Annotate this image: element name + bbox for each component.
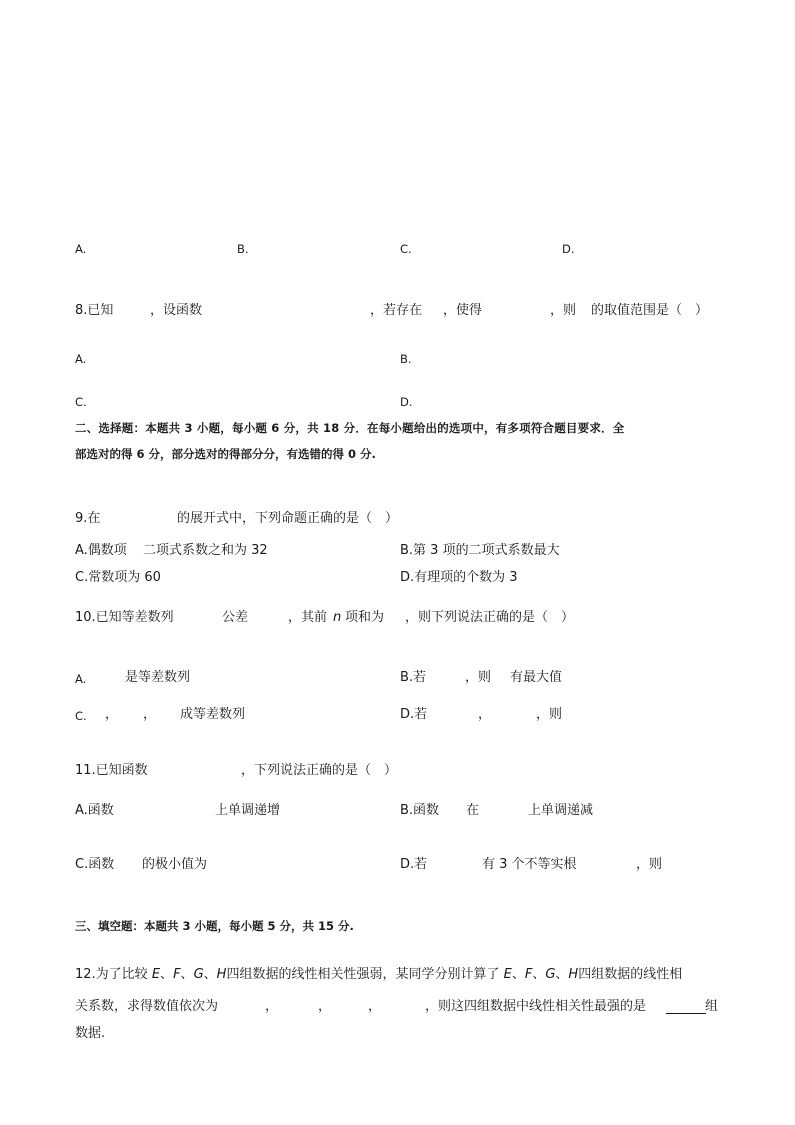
q8-option-a: A. — [75, 352, 87, 366]
q10-stem-2: 公差 — [222, 610, 249, 625]
section-3-heading: 三、填空题：本题共 3 小题，每小题 5 分，共 15 分. — [75, 919, 354, 933]
q11-option-c-1: C.函数 — [75, 857, 115, 872]
q11-option-c-2: 的极小值为 — [142, 857, 208, 872]
q10-option-b-2: ，则 — [465, 670, 492, 685]
q8-stem-3: ，若存在 — [370, 303, 423, 318]
q7-option-d: D. — [562, 242, 575, 256]
q8-option-b: B. — [400, 352, 412, 366]
q10-option-d-3: ，则 — [536, 707, 563, 722]
q8-option-d: D. — [400, 395, 413, 409]
q8-stem-4: ，使得 — [443, 303, 483, 318]
q8-stem-6: 的取值范围是（ ） — [591, 303, 709, 318]
q10-stem-1: 10.已知等差数列 — [75, 610, 174, 625]
q10-option-c-2: ， — [105, 707, 119, 722]
answer-blank[interactable] — [666, 1001, 706, 1014]
q10-option-c-3: ， — [143, 707, 157, 722]
q10-option-b-1: B.若 — [400, 670, 427, 685]
q7-option-c: C. — [400, 242, 412, 256]
q12-line-2-c: ， — [318, 999, 332, 1014]
q10-option-c-4: 成等差数列 — [180, 707, 246, 722]
q11-stem-2: ，下列说法正确的是（ ） — [241, 763, 398, 778]
q8-stem-2: ，设函数 — [150, 303, 203, 318]
q9-option-a-2: 二项式系数之和为 32 — [143, 543, 268, 558]
q7-option-b: B. — [237, 242, 249, 256]
q10-stem-5: ，则下列说法正确的是（ ） — [405, 610, 575, 625]
section-2-heading-line-2: 部选对的得 6 分，部分选对的得部分分，有选错的得 0 分. — [75, 447, 376, 461]
q12-line-2-e: ，则这四组数据中线性相关性最强的是 — [425, 999, 647, 1014]
q12-line-2-b: ， — [265, 999, 279, 1014]
q10-stem-n: n — [333, 610, 342, 625]
q12-line-2-f: 组 — [705, 999, 719, 1014]
q8-stem-1: 8.已知 — [75, 303, 114, 318]
q10-option-d-1: D.若 — [400, 707, 428, 722]
q10-option-c-1: C. — [75, 709, 87, 723]
q11-option-b-2: 在 — [466, 803, 480, 818]
q12-line-1: 12.为了比较 E、F、G、H四组数据的线性相关性强弱，某同学分别计算了 E、F、G、H四组数据的线性相 — [75, 967, 683, 982]
q12-line-3: 数据. — [75, 1026, 106, 1041]
q11-option-a-1: A.函数 — [75, 803, 114, 818]
q11-option-d-2: 有 3 个不等实根 — [482, 857, 577, 872]
q10-stem-3: ，其前 — [288, 610, 328, 625]
q9-option-b: B.第 3 项的二项式系数最大 — [400, 543, 560, 558]
q8-stem-5: ，则 — [550, 303, 577, 318]
q11-option-d-1: D.若 — [400, 857, 428, 872]
section-2-heading-line-1: 二、选择题：本题共 3 小题，每小题 6 分，共 18 分．在每小题给出的选项中，有多项符合题目要求．全 — [75, 421, 625, 435]
q12-line-2-a: 关系数，求得数值依次为 — [75, 999, 219, 1014]
q8-option-c: C. — [75, 395, 87, 409]
q10-option-d-2: ， — [478, 707, 492, 722]
q12-line-2-d: ， — [368, 999, 382, 1014]
q11-option-b-1: B.函数 — [400, 803, 440, 818]
q10-option-b-3: 有最大值 — [510, 670, 563, 685]
q11-option-a-2: 上单调递增 — [215, 803, 281, 818]
q10-option-a-2: 是等差数列 — [125, 670, 191, 685]
q10-option-a-1: A. — [75, 672, 87, 686]
q9-stem-2: 的展开式中，下列命题正确的是（ ） — [177, 511, 399, 526]
q9-stem-1: 9.在 — [75, 511, 101, 526]
q11-option-b-3: 上单调递减 — [528, 803, 594, 818]
q9-option-a-1: A.偶数项 — [75, 543, 127, 558]
q9-option-d: D.有理项的个数为 3 — [400, 570, 518, 585]
q9-option-c: C.常数项为 60 — [75, 570, 161, 585]
q10-stem-4: 项和为 — [345, 610, 385, 625]
q7-option-a: A. — [75, 242, 87, 256]
q11-stem-1: 11.已知函数 — [75, 763, 148, 778]
q11-option-d-3: ，则 — [636, 857, 663, 872]
